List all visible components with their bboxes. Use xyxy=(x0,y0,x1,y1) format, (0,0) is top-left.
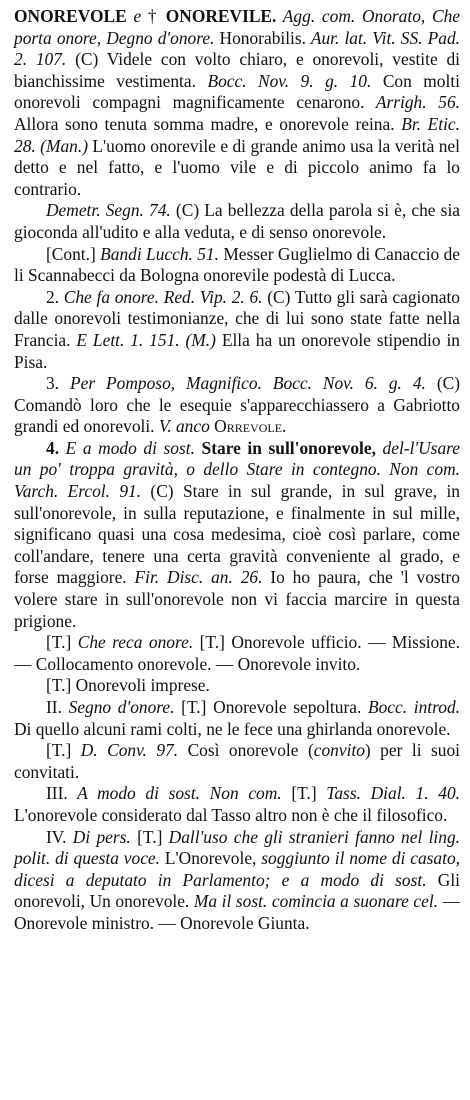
cross-reference: Orrevole. xyxy=(209,416,287,437)
sense-number: 2. xyxy=(46,286,60,307)
citation: Tass. Dial. 1. 40. xyxy=(316,783,461,804)
grammar-label: Agg. com. xyxy=(276,6,356,26)
definition: E a modo di sost. xyxy=(59,437,195,458)
headword-variant: ONOREVILE. xyxy=(159,6,277,26)
sense-number: IV. xyxy=(46,826,67,847)
gloss: del-l'Usare un po' troppa gravità, o dello Stare in contegno. Non com. xyxy=(14,437,460,480)
citation: Demetr. Segn. 74. xyxy=(46,200,171,221)
citation: Arrigh. 56. xyxy=(364,92,460,113)
sense-number: II. xyxy=(46,697,62,717)
gloss: Dall'uso che gli stranieri fanno nel ling. polit. di questa voce. xyxy=(14,826,460,869)
citation: Bandi Lucch. 51. xyxy=(95,243,219,264)
gloss: Ma il sost. comincia a suonare cel. xyxy=(189,891,439,912)
sense-number: 4. xyxy=(46,437,60,458)
example-text: Con molti onorevoli compagni magnificamente cenarono. xyxy=(14,70,460,113)
entry-onorevole xyxy=(14,6,460,200)
example-text: L'Onorevole, xyxy=(160,848,257,869)
citation: Bocc. Nov. 9. g. 10. xyxy=(195,70,372,91)
citation: Varch. Ercol. 91. xyxy=(14,481,142,502)
example-text: ) per li suoi convitati. xyxy=(14,740,460,782)
example-text: Videle con volto chiaro, e onorevoli, vestite di bianchissime vestimenta. xyxy=(14,49,461,91)
definition: Che fa onore. xyxy=(59,286,159,307)
source-mark: [T.] xyxy=(174,697,207,717)
citation: Bocc. Nov. 6. g. 4. xyxy=(261,373,426,394)
latin-equivalent: Honorabilis. xyxy=(214,27,306,48)
sense-2 xyxy=(14,287,460,373)
sense-II xyxy=(14,697,460,740)
example-text: Tutto gli sarà cagionato dalle onorevoli testimonianze, che di lui sono state fatte nella Francia. xyxy=(14,286,460,350)
source-mark: [T.] xyxy=(130,826,163,847)
source-mark: [T.] xyxy=(46,632,72,653)
dagger-mark: † xyxy=(147,6,159,26)
citation: E Lett. 1. 151. (M.) xyxy=(70,329,216,350)
example-text: Gli onorevoli, Un onorevole. xyxy=(14,869,460,912)
citation: D. Conv. 97. xyxy=(71,740,179,761)
source-mark: (C) xyxy=(66,49,99,70)
headword: ONOREVOLE xyxy=(14,6,127,26)
example-text: Onorevole sepoltura. xyxy=(206,697,362,717)
source-mark: (C) xyxy=(170,200,200,221)
citation: Fir. Disc. an. 26. xyxy=(126,567,263,588)
paragraph-t-imprese xyxy=(14,675,460,697)
paragraph-conv xyxy=(14,740,460,783)
paragraph-cont xyxy=(14,244,460,287)
sense-number: III. xyxy=(46,783,68,804)
example-text: Comandò loro che le esequie s'apparecchiassero a Gabriotto grandi ed onorevoli. xyxy=(14,394,460,437)
sense-IV xyxy=(14,827,460,935)
sense-III xyxy=(14,783,460,826)
citation: Red. Vip. 2. 6. xyxy=(159,286,263,307)
cross-reference-label: V. anco xyxy=(154,416,210,437)
example-text: Onorevole ufficio. — Missione. — Collocamento onorevole. — Onorevole invito. xyxy=(14,632,460,674)
definition: Onorato, Che porta onore, Degno d'onore. xyxy=(14,6,461,48)
example-text: — Onorevole ministro. — Onorevole Giunta. xyxy=(14,891,460,933)
example-text: L'uomo onorevile e di grande animo usa la verità nel detto e nel fatto, e l'uomo vile e di piccolo animo fa lo contrario. xyxy=(14,135,460,199)
source-mark: [Cont.] xyxy=(46,243,96,264)
source-mark: (C) xyxy=(262,286,291,307)
source-mark: [T.] xyxy=(193,632,225,653)
example-word: convito xyxy=(313,740,365,761)
definition: Segno d'onore. xyxy=(61,697,175,717)
sense-number: 3. xyxy=(46,373,60,394)
paragraph-t-reca-onore xyxy=(14,632,460,675)
example-text: Stare in sul grande, in sul grave, in sull'onorevole, in sulla reputazione, e finalmente in sul mille, significano quasi una cosa medesima, cioè così parlare, come coll'andare, tenere una certa gravità conveniente al grado, e forse maggiore. xyxy=(14,481,460,588)
source-mark: [T.] xyxy=(281,783,317,804)
example-text: Ella ha un onorevole stipendio in Pisa. xyxy=(14,329,460,372)
headword-conjunction: e xyxy=(126,6,148,26)
definition: Per Pomposo, Magnifico. xyxy=(59,373,262,394)
example-text: La bellezza della parola si è, che sia gioconda all'udito e alla veduta, e di senso onorevole. xyxy=(14,200,460,242)
sense-4 xyxy=(14,438,460,632)
example-text: Messer Guglielmo di Canaccio de li Scannabecci da Bologna onorevile podestà di Lucca. xyxy=(14,243,460,286)
citation: Aur. lat. Vit. SS. Pad. 2. 107. xyxy=(14,27,460,70)
example-text: L'onorevole considerato dal Tasso altro non è che il filosofico. xyxy=(14,804,448,825)
paragraph-demetr xyxy=(14,200,460,243)
example-text: Io ho paura, che 'l vostro volere stare in sull'onorevole non vi faccia marcire in questa prigione. xyxy=(14,567,461,631)
source-mark: [T.] xyxy=(46,740,72,761)
source-mark: [T.] xyxy=(46,675,72,696)
gloss: soggiunto il nome di casato, dicesi a deputato in Parlamento; e a modo di sost. xyxy=(14,848,460,890)
sense-3 xyxy=(14,373,460,438)
phrase: Stare in sull'onorevole, xyxy=(194,437,376,458)
definition: A modo di sost. Non com. xyxy=(67,783,282,804)
definition: Di pers. xyxy=(66,826,131,847)
example-text: Di quello alcuni rami colti, ne le fece una ghirlanda onorevole. xyxy=(14,718,451,739)
source-mark: (C) xyxy=(141,481,174,502)
citation: Bocc. introd. xyxy=(361,697,460,717)
citation: Br. Etic. 28. (Man.) xyxy=(14,113,460,156)
example-text: Così onorevole ( xyxy=(178,740,314,761)
example-text: Onorevoli imprese. xyxy=(71,675,210,696)
source-mark: (C) xyxy=(425,373,461,394)
example-text: Allora sono tenuta somma madre, e onorevole reina. xyxy=(14,113,395,134)
definition: Che reca onore. xyxy=(71,632,194,653)
